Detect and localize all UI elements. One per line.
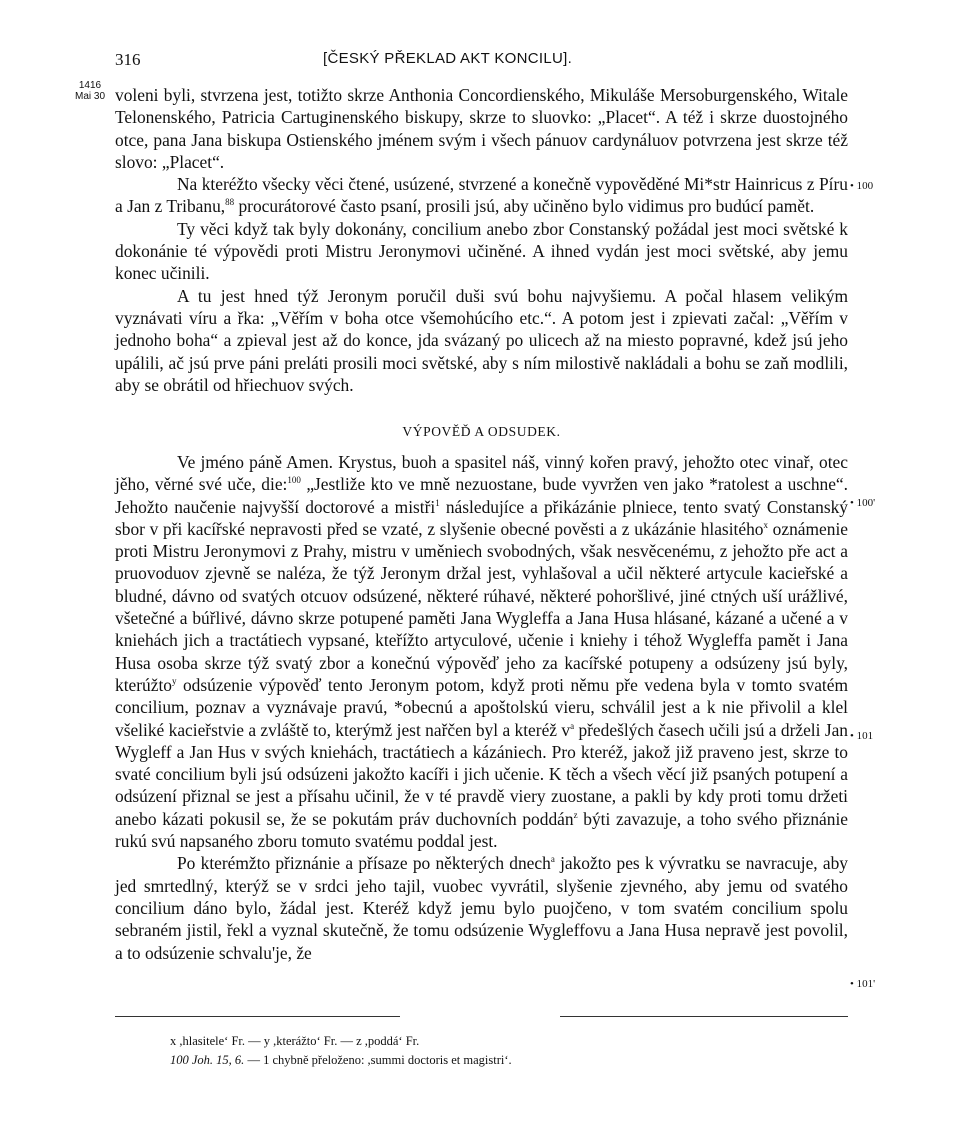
footnote-ref: 88 [225, 197, 235, 208]
page-number: 316 [115, 50, 141, 69]
paragraph: Na kteréžto všecky věci čtené, usúzené, stvrzené a konečně vypověděné Mi*str Hainricus z Píru a Jan z Tribanu,$^{88}$ procurátorové často psaní, prosili jsú, aby učiněno bylo vidimus pro budúcí pamět. [115, 174, 848, 217]
footnote-ref: z [573, 809, 578, 820]
footnote-rule [560, 1016, 848, 1017]
margin-ref: • 100' [850, 497, 876, 509]
margin-ref: • 101 [850, 730, 874, 742]
paragraph: Ty věci když tak byly dokonány, concilium anebo zbor Constanský požádal jest moci světské k dokonánie té výpovědi proti Mistru Jeronymovi učiněné. A ihned vydán jest moci světské, aby jemu konec učinili. [115, 218, 848, 284]
margin-ref: • 101' [850, 978, 876, 990]
margin-day: Mai 30 [74, 91, 105, 102]
footnote-line: 100 Joh. 15, 6. — 1 chybně přeloženo: ,summi doctoris et magistri‘. [170, 1053, 512, 1067]
page-header [115, 50, 855, 76]
text-block-1 [115, 84, 848, 396]
margin-date [74, 80, 106, 102]
paragraph: A tu jest hned týž Jeronym poručil duši svú bohu najvyšiemu. A počal hlasem velikým vyznávati víru a řka: „Věřím v boha otce všemohúcího etc.“. A potom jest i zpievati začal: „Věřím v jednoho boha“ a zpieval jest až do konce, jda svázaný po ulicech až na miesto popravné, kdež jsú jeho upálili, ač jsú prve páni preláti prosili moci světské, aby s ním milostivě nakládali a bohu se zaň modlili, aby se obrátil od hřiechuov svých. [115, 285, 848, 395]
footnote-ref: y [171, 676, 177, 687]
margin-year: 1416 [78, 80, 102, 91]
footnote-ref: a [550, 854, 555, 865]
running-title: [ČESKÝ PŘEKLAD AKT KONCILU]. [323, 50, 573, 67]
footnote-ref: 100 [287, 475, 301, 486]
paragraph: Ve jméno páně Amen. Krystus, buoh a spasitel náš, vinný kořen pravý, jehožto otec vinař, otec jěho, věrné své uče, die:$^{100}$ „Jestliže kto ve mně nezuostane, bude vyvržen ven jako *ratolest a uschne“. Jehožto naučenie najvyšší doctorové a mistři$^1$ následujíce a přikázánie plniece, tento svatý Constanský sbor v při kacířské nepravosti před se vzaté, z slyšenie obecné pověsti a z ukázánie hlasitého$^x$ oznámenie proti Mistru Jeronymovi z Prahy, mistru v uměniech svobodných, však nesvěcenému, z jehožto pře act a pruovoduov zjevně se naléza, že týž Jeronym držal jest, vyhlašoval a učil některé artycule kacieřské a bludné, dávno od svatých otcuov odsúzené, některé rúhavé, některé pohoršlivé, jiné ctných uší urážlivé, všetečné a búřlivé, dávno skrze potupené paměti Jana Wygleffa a Jana Husa hlásané, kázané a učené a v kniehách jich a tractátiech vypsané, kteřížto artyculové, učenie i kniehy i téhož Wygleffa pamět i Jana Husa osoba skrze týž svatý zbor a konečnú výpověď jeho za kacířské potupeny a odsúzeny jsú byly, kterúžto$^y$ odsúzenie výpověď tento Jeronym potom, když proti němu pře vedena byla v tomto svatém concilium, poznav a vyznávaje pravú, *obecnú a apoštolskú vieru, schválil jest a k nie přivolil a klel všeliké kacieřstvie a zvláště to, kterýmž jest nařčen byl a kteréž $v^a$ předešlých časech učili jsú a drželi Jan Wygleff a Jan Hus v svých kniehách, tractátiech a kázániech. Pro kteréž, jakož již praveno jest, skrze to svaté concilium byli jsú odsúzeni jakožto kacíři i jich učenie. K těch a všech věcí již psaných potupení a odsúzení přiznal se jest a přísahu učinil, že v té pravdě viery zuostane, a pakli by kdy proti tomu držeti anebo kázati pokusil se, že se pokutám práv duchovních poddán$^z$ býti zavazuje, a toho svého přiznánie rukú svú napsaného zboru tomuto svatému poddal jest. [115, 452, 849, 852]
footnote-ref: x [763, 520, 768, 531]
footnote-ref: 1 [435, 497, 440, 508]
margin-ref: • 100 [850, 180, 874, 192]
footnote-ref: a [570, 720, 575, 731]
paragraph: voleni byli, stvrzena jest, totižto skrze Anthonia Concordienského, Mikuláše Mersoburgenského, Witale Telonenského, Patricia Cartuginenského biskupy, skrze to sluovko: „Placet“. A též i skrze duostojného otce, pana Jana biskupa Ostienského jménem svým i všech pánuov cardynáluov potvrzena jest skrze též slovo: „Placet“. [115, 85, 848, 172]
section-heading: VÝPOVĚĎ A ODSUDEK. [402, 424, 561, 439]
footnote-line: x ,hlasitele‘ Fr. — y ,kterážto‘ Fr. — z ,poddá‘ Fr. [170, 1034, 420, 1048]
text-block-2 [115, 451, 848, 964]
footnotes [170, 1032, 770, 1070]
paragraph: Po kterémžto přiznánie a přísaze po některých dnech$^a$ jakožto pes k vývratku se navracuje, aby jed smrtedlný, kterýž se v srdci jeho tajil, vuobec vyvrátil, slyšenie zjevného, aby jemu od svatého concilium dáno bylo, žádal jest. Kteréž když jemu bylo puojčeno, v tom svatém concilium spolu sebraném jistil, řekl a vyznal skutečně, že tomu odsúzenie Wygleffovu a Jana Husa nepravě jest povolil, a to odsúzenie schvalu'je, že [115, 853, 848, 963]
footnote-rule [115, 1016, 400, 1017]
